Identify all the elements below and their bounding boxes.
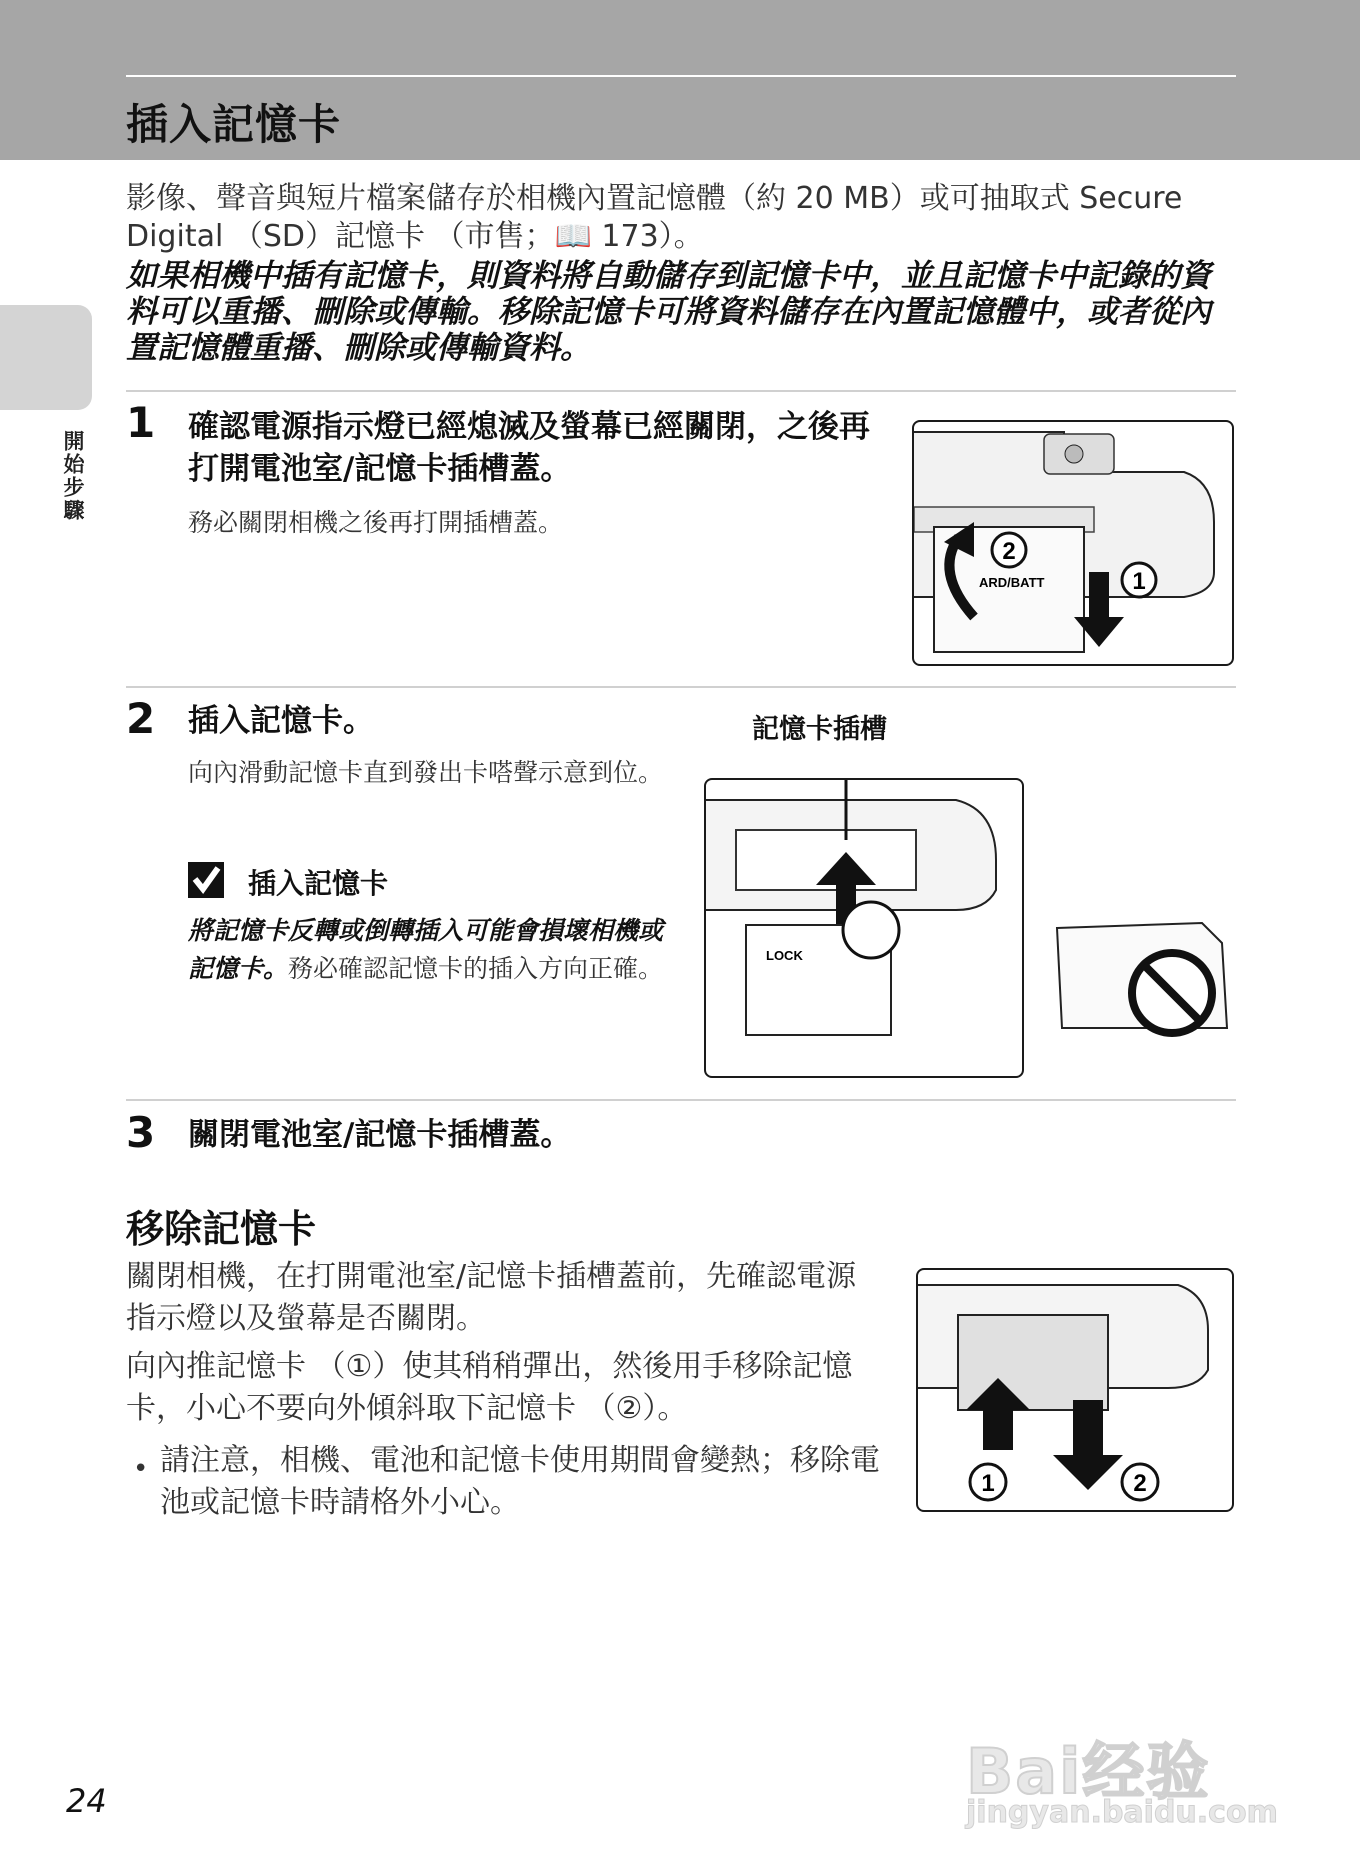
caution-check-icon [188, 862, 224, 898]
bullet-marker: • [133, 1454, 149, 1484]
remove-paragraph: 關閉相機，在打開電池室/記憶卡插槽蓋前，先確認電源指示燈以及螢幕是否關閉。 [126, 1259, 857, 1336]
step-number: 2 [126, 694, 156, 743]
page-title: 插入記憶卡 [126, 100, 342, 149]
step-number: 1 [126, 398, 156, 447]
chapter-label: 開始步驟 [61, 430, 85, 522]
section-title: 移除記憶卡 [126, 1207, 317, 1251]
marker-2: 2 [1133, 1470, 1147, 1497]
chapter-tab [0, 305, 92, 410]
divider [126, 1099, 1236, 1101]
card-batt-label: ARD/BATT [979, 575, 1045, 590]
divider [126, 390, 1236, 392]
intro-bold-text: 如果相機中插有記憶卡，則資料將自動儲存到記憶卡中，並且記憶卡中記錄的資料可以重播、刪除或傳輸。移除記憶卡可將資料儲存在內置記憶體中，或者從內置記憶體重播、刪除或傳輸資料。 [126, 258, 1211, 366]
watermark-url: jingyan.baidu.com [966, 1795, 1278, 1830]
bullet-text: 請注意，相機、電池和記憶卡使用期間會變熱；移除電池或記憶卡時請格外小心。 [160, 1443, 880, 1520]
figure-remove-card [916, 1268, 1234, 1512]
intro-text: 影像、聲音與短片檔案儲存於相機內置記憶體（約 20 MB）或可抽取式 Secure Digital （SD）記憶卡 （市售；📖 173）。 [126, 181, 1183, 254]
step-title: 確認電源指示燈已經熄滅及螢幕已經關閉，之後再打開電池室/記憶卡插槽蓋。 [188, 409, 870, 487]
remove-paragraph: 向內推記憶卡 （①）使其稍稍彈出，然後用手移除記憶卡，小心不要向外傾斜取下記憶卡 （②）。 [126, 1349, 853, 1426]
page-number: 24 [66, 1782, 107, 1820]
note-text: 務必確認記憶卡的插入方向正確。 [288, 954, 664, 983]
step-title: 插入記憶卡。 [188, 703, 374, 739]
note-title: 插入記憶卡 [248, 867, 389, 900]
marker-1: 1 [981, 1470, 995, 1497]
note-bold-text: 將記憶卡反轉或倒轉插入可能會損壞相機或記憶卡。 [188, 916, 664, 983]
step-number: 3 [126, 1108, 156, 1157]
figure-open-cover [912, 420, 1234, 666]
divider [126, 686, 1236, 688]
lock-label: LOCK [766, 948, 803, 963]
header-rule [126, 75, 1236, 77]
slot-label: 記憶卡插槽 [752, 714, 887, 745]
step-title: 關閉電池室/記憶卡插槽蓋。 [188, 1117, 572, 1153]
step-body: 向內滑動記憶卡直到發出卡嗒聲示意到位。 [188, 758, 664, 787]
step-body: 務必關閉相機之後再打開插槽蓋。 [188, 508, 564, 537]
marker-1: 1 [1132, 568, 1146, 595]
marker-2: 2 [1002, 538, 1016, 565]
note-body [188, 912, 678, 988]
watermark-brand: Bai经验 [966, 1735, 1211, 1808]
figure-wrong-orientation [1052, 918, 1234, 1038]
figure-insert-card [704, 778, 1024, 1078]
